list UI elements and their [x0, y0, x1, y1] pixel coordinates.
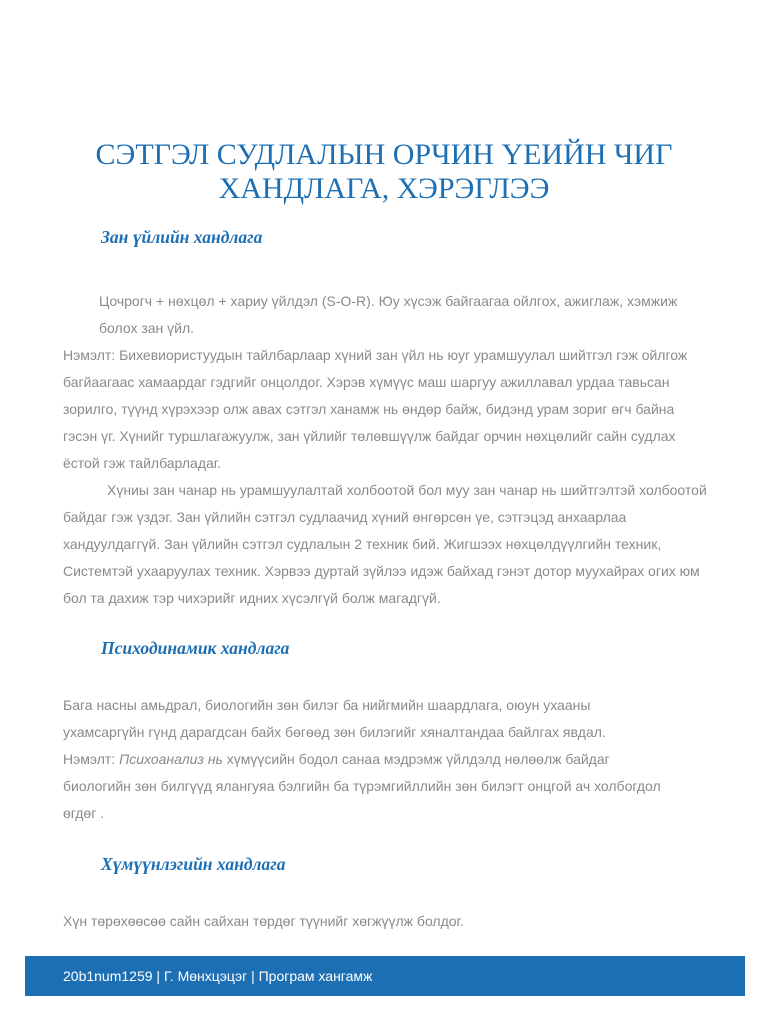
section-behavioral-intro: Цочрогч + нөхцөл + хариу үйлдэл (S-O-R). Юу хүсэж байгаагаа ойлгох, ажиглаж, хэмжиж болох зан үйл.: [99, 293, 678, 336]
section-psychodynamic-note: [63, 746, 663, 827]
footer-bar: [25, 956, 745, 996]
section-behavioral-note: Нэмэлт: Бихевиористуудын тайлбарлаар хүний зан үйл нь юуг урамшуулал шийтгэл гэж ойлгож багйаагаас хамаардаг гэдгийг онцолдог. Хэрэв хүмүүс маш шаргуу ажиллавал урдаа тавьсан зорилго, түүнд хүрэхээр олж авах сэтгэл ханамж нь өндөр байж, бидэнд урам зориг өгч байна гэсэн үг. Хүнийг туршлагажуулж, зан үйлийг төлөвшүүлж байдаг орчин нөхцөлийг сайн судлах ёстой гэж тайлбарладаг.: [63, 347, 688, 471]
note-italic-term: Психоанализ нь: [119, 751, 223, 767]
section-heading-behavioral: Зан үйлийн хандлага: [101, 227, 263, 247]
section-heading-psychodynamic: Психодинамик хандлага: [101, 638, 290, 658]
note-prefix: Нэмэлт:: [63, 751, 120, 767]
title-line-1: СЭТГЭЛ СУДЛАЛЫН ОРЧИН ҮЕИЙН ЧИГ: [95, 138, 673, 171]
document-title: [40, 138, 728, 206]
note-rest: хүмүүсийн бодол санаа мэдрэмж үйлдэлд нөлөөлж байдаг биологийн зөн билгүүд ялангуяа бэлгийн ба түрэмгийллийн зөн билэгт онцгой ач холбогдол өгдөг .: [63, 751, 661, 821]
section-behavioral-paragraph: Хүниы зан чанар нь урамшуулалтай холбоотой бол муу зан чанар нь шийтгэлтэй холбоотой байдаг гэж үздэг. Зан үйлийн сэтгэл судлаачид хүний өнгөрсөн үе, сэтгэцэд анхаарлаа хандуулдаггүй. Зан үйлийн сэтгэл судлалын 2 техник бий. Жигшээх нөхцөлдүүлгийн техник, Системтэй ухааруулах техник. Хэрвээ дуртай зүйлээ идэж байхад гэнэт дотор муухайрах огих юм бол та дахиж тэр чихэрийг идних хүсэлгүй болж магадгүй.: [63, 482, 707, 606]
section-humanistic-paragraph: Хүн төрөхөөсөө сайн сайхан төрдөг түүнийг хөгжүүлж болдог.: [63, 913, 464, 929]
section-psychodynamic-paragraph: Бага насны амьдрал, биологийн зөн билэг ба нийгмийн шаардлага, оюун ухааны ухамсаргүйн гүнд дарагдсан байх бөгөөд зөн билэгийг хяналтандаа байлгах явдал.: [63, 697, 606, 740]
section-heading-humanistic: Хүмүүнлэгийн хандлага: [101, 854, 286, 874]
title-line-2: ХАНДЛАГА, ХЭРЭГЛЭЭ: [218, 172, 550, 205]
footer-text: 20b1num1259 | Г. Мөнхцэцэг | Програм хангамж: [63, 968, 373, 984]
